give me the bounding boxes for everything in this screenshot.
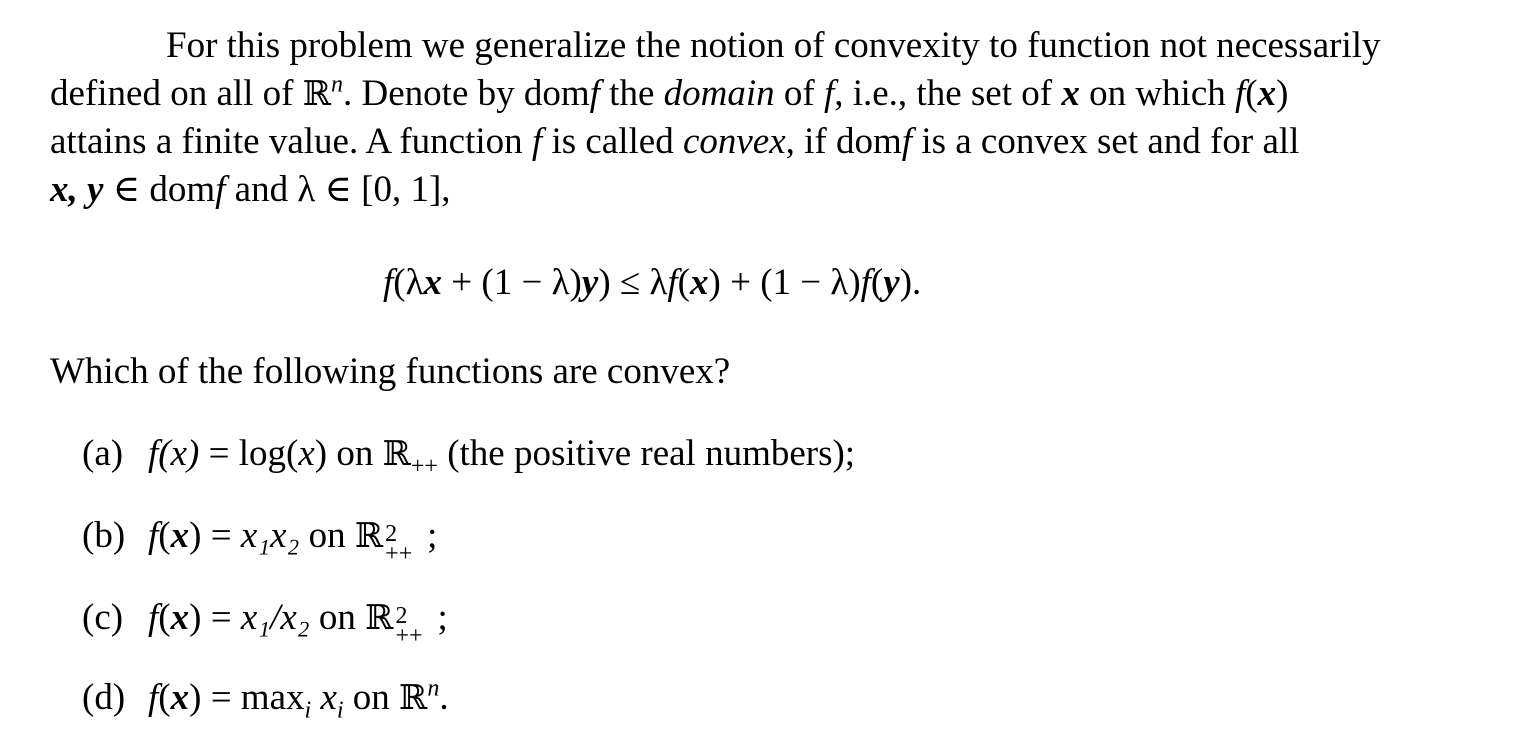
- math-expression: x₁/x₂: [240, 597, 310, 638]
- intro-text: on which: [1079, 73, 1235, 114]
- math-bold-x: x: [170, 515, 190, 556]
- sup-sub-script: [383, 521, 427, 567]
- intro-text: is called: [542, 121, 683, 162]
- formula-text: ) + (1 − λ): [708, 262, 861, 303]
- intro-line-2: [50, 72, 1288, 116]
- option-text: ;: [437, 597, 448, 638]
- option-d: [82, 675, 449, 724]
- paren: ): [189, 677, 202, 718]
- math-f: f: [901, 121, 913, 162]
- subscript-plusplus: ++: [410, 453, 438, 480]
- option-text: ;: [427, 515, 438, 556]
- subscript-i: i: [304, 697, 312, 724]
- subscript-i: i: [336, 697, 344, 724]
- paren: ): [189, 597, 202, 638]
- paren: ): [1276, 73, 1289, 114]
- option-text: on: [309, 597, 366, 638]
- intro-text: the: [599, 73, 664, 114]
- superscript-n: n: [427, 675, 440, 702]
- option-a: [82, 432, 856, 480]
- option-text: =: [201, 515, 241, 556]
- option-text: on: [343, 677, 400, 718]
- option-text: on: [299, 515, 355, 556]
- intro-text: ∈ dom: [103, 169, 216, 210]
- math-f: f: [148, 515, 159, 556]
- superscript-2: 2: [385, 521, 398, 547]
- intro-text: , if dom: [785, 121, 902, 162]
- option-c: [82, 596, 448, 649]
- sup-sub-script: [393, 603, 437, 649]
- intro-text: and λ ∈ [0, 1],: [225, 169, 451, 210]
- option-text: = max: [201, 677, 305, 718]
- math-f: f: [148, 597, 159, 638]
- formula-text: (: [677, 262, 690, 303]
- intro-line-3: [50, 120, 1299, 164]
- intro-text: is a convex set and for all: [912, 121, 1300, 162]
- math-f: f: [667, 262, 678, 303]
- emphasis-domain: domain: [663, 73, 775, 114]
- subscript-plusplus: ++: [385, 541, 413, 567]
- math-f: f: [215, 169, 226, 210]
- intro-text: attains a finite value. A function: [50, 121, 532, 162]
- math-f: f: [860, 262, 871, 303]
- intro-text: . Denote by dom: [343, 73, 590, 114]
- question-text: [50, 350, 730, 394]
- math-bold-x: x: [170, 677, 190, 718]
- option-text: =: [201, 597, 241, 638]
- superscript-n: n: [331, 71, 344, 98]
- question-label: Which of the following functions are convex?: [50, 351, 731, 392]
- paren: ): [314, 433, 328, 474]
- option-text: .: [439, 677, 449, 718]
- option-label: (c): [82, 597, 124, 638]
- math-bold-y: y: [883, 262, 900, 303]
- subscript-plusplus: ++: [395, 623, 423, 649]
- real-numbers-symbol: ℝ: [365, 598, 394, 638]
- math-bold-y: y: [581, 262, 599, 303]
- option-label: (d): [82, 677, 126, 718]
- formula-text: ).: [899, 262, 922, 303]
- paren: (: [158, 677, 171, 718]
- math-f: f: [148, 433, 159, 474]
- real-numbers-symbol: ℝ: [302, 74, 332, 114]
- formula-text: + (1 − λ): [442, 262, 582, 303]
- intro-text: of: [774, 73, 824, 114]
- option-label: (a): [82, 433, 124, 474]
- math-arg: (x): [158, 433, 200, 474]
- intro-text: , i.e., the set of: [834, 73, 1062, 114]
- option-text: on: [327, 433, 383, 474]
- emphasis-convex: convex: [682, 121, 786, 162]
- intro-text: For this problem we generalize the notion of convexity to function not necessarily: [166, 25, 1381, 66]
- formula-text: ) ≤ λ: [598, 262, 668, 303]
- math-bold-x: x: [170, 597, 190, 638]
- math-x: x: [298, 433, 315, 474]
- formula-text: (λ: [393, 262, 424, 303]
- paren: ): [189, 515, 202, 556]
- math-f: f: [1235, 73, 1246, 114]
- intro-text: defined on all of: [50, 73, 303, 114]
- formula-text: (: [870, 262, 884, 303]
- option-text: = log(: [199, 433, 299, 474]
- paren: (: [1245, 73, 1258, 114]
- math-f: f: [589, 73, 600, 114]
- paren: (: [158, 515, 171, 556]
- real-numbers-symbol: ℝ: [399, 678, 428, 718]
- math-bold-x: x: [1061, 73, 1080, 114]
- math-bold-x: x: [1257, 73, 1277, 114]
- real-numbers-symbol: ℝ: [354, 516, 384, 556]
- math-expression: x₁x₂: [240, 515, 300, 556]
- math-x: x: [311, 677, 337, 718]
- math-f: f: [531, 121, 543, 162]
- intro-line-4: [50, 168, 451, 212]
- option-b: [82, 514, 438, 567]
- math-f: f: [383, 262, 394, 303]
- intro-line-1: [166, 24, 1381, 68]
- math-bold-x: x: [690, 262, 709, 303]
- math-bold-x: x: [423, 262, 443, 303]
- superscript-2: 2: [395, 603, 408, 629]
- option-text: (the positive real numbers);: [437, 433, 856, 474]
- real-numbers-symbol: ℝ: [382, 434, 411, 474]
- math-bold-xy: x, y: [50, 169, 104, 210]
- math-f: f: [823, 73, 835, 114]
- convexity-inequality: [383, 261, 921, 305]
- option-label: (b): [82, 515, 126, 556]
- paren: (: [158, 597, 171, 638]
- math-f: f: [148, 677, 159, 718]
